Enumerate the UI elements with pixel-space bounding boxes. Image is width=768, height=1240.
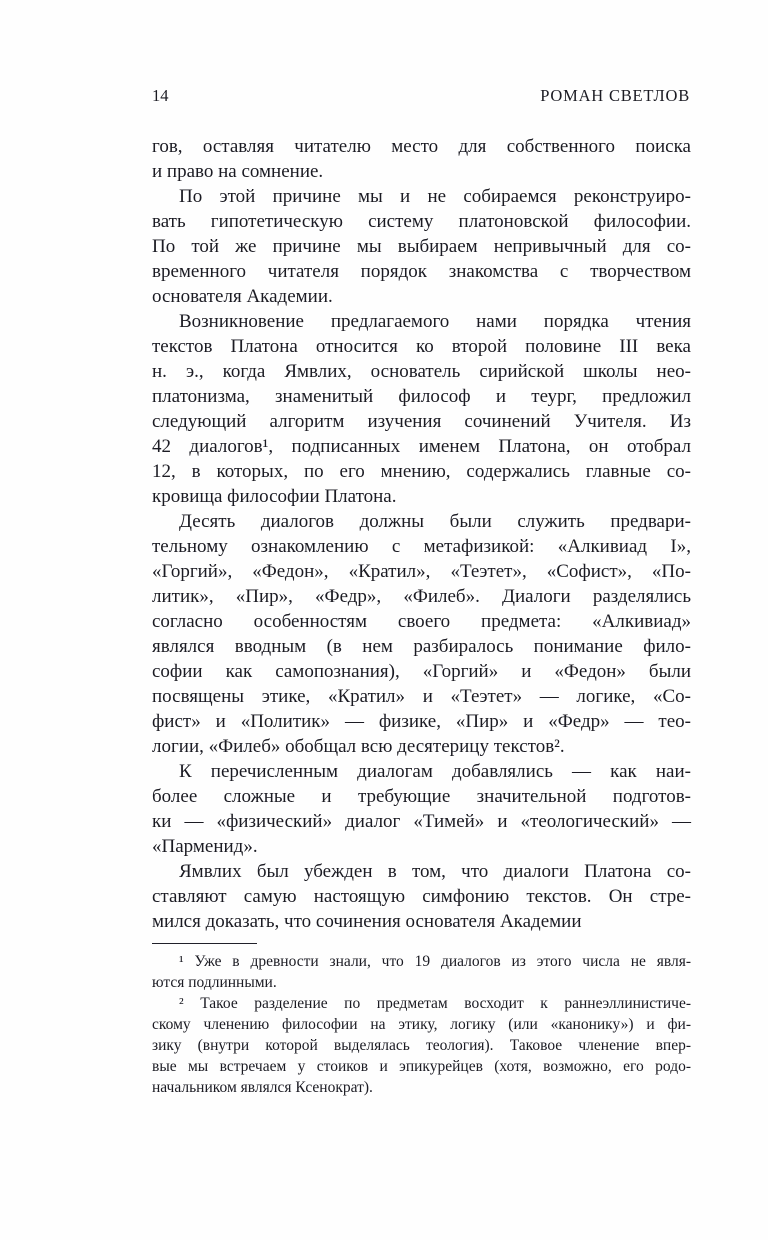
text-line: платонизма, знаменитый философ и теург, предложил — [152, 386, 691, 407]
text-line: и право на сомнение. — [152, 161, 324, 182]
page-number: 14 — [152, 86, 169, 105]
paragraph — [152, 309, 691, 509]
paragraph — [152, 859, 691, 934]
running-header: РОМАН СВЕТЛОВ — [540, 86, 690, 105]
text-line: являлся вводным (в нем разбиралось понимание фило- — [152, 636, 691, 657]
text-line: Ямвлих был убежден в том, что диалоги Платона со- — [179, 861, 691, 882]
text-line: вые мы встречаем у стоиков и эпикурейцев (хотя, возможно, его родо- — [152, 1058, 691, 1075]
text-line: софии как самопознания), «Горгий» и «Федон» были — [152, 661, 691, 682]
footnote — [152, 951, 691, 993]
text-line: По этой причине мы и не собираемся реконструиро- — [179, 186, 691, 207]
text-line: текстов Платона относится ко второй половине III века — [152, 336, 691, 357]
text-line: ставляют самую настоящую симфонию текстов. Он стре- — [152, 886, 691, 907]
text-line: «Горгий», «Федон», «Кратил», «Теэтет», «Софист», «По- — [152, 561, 691, 582]
text-line: ² Такое разделение по предметам восходит к раннеэллинистиче- — [179, 995, 691, 1012]
text-line: гов, оставляя читателю место для собственного поиска — [152, 136, 691, 157]
text-line: вать гипотетическую систему платоновской философии. — [152, 211, 691, 232]
text-line: начальником являлся Ксенократ). — [152, 1079, 373, 1096]
text-line: основателя Академии. — [152, 286, 333, 307]
text-line: ¹ Уже в древности знали, что 19 диалогов из этого числа не явля- — [179, 953, 691, 970]
text-line: Десять диалогов должны были служить предвари- — [179, 511, 691, 532]
text-line: тельному ознакомлению с метафизикой: «Алкивиад I», — [152, 536, 691, 557]
text-line: Возникновение предлагаемого нами порядка чтения — [179, 311, 691, 332]
text-line: «Парменид». — [152, 836, 258, 857]
text-line: 42 диалогов¹, подписанных именем Платона, он отобрал — [152, 436, 691, 457]
text-line: мился доказать, что сочинения основателя Академии — [152, 911, 582, 932]
paragraph — [152, 509, 691, 759]
paragraph — [152, 184, 691, 309]
text-line: согласно особенностям своего предмета: «Алкивиад» — [152, 611, 691, 632]
text-line: К перечисленным диалогам добавлялись — как наи- — [179, 761, 691, 782]
text-line: н. э., когда Ямвлих, основатель сирийской школы нео- — [152, 361, 691, 382]
body-text — [152, 134, 691, 934]
footnotes — [152, 951, 691, 1098]
text-line: логии, «Филеб» обобщал всю десятерицу текстов². — [152, 736, 565, 757]
text-line: По той же причине мы выбираем непривычный для со- — [152, 236, 691, 257]
text-line: временного читателя порядок знакомства с творчеством — [152, 261, 691, 282]
footnote-separator — [152, 943, 257, 944]
page-header — [152, 86, 690, 106]
text-line: более сложные и требующие значительной подготов- — [152, 786, 691, 807]
text-line: фист» и «Политик» — физике, «Пир» и «Федр» — тео- — [152, 711, 691, 732]
text-line: литик», «Пир», «Федр», «Филеб». Диалоги разделялись — [152, 586, 691, 607]
text-line: 12, в которых, по его мнению, содержались главные со- — [152, 461, 691, 482]
text-line: следующий алгоритм изучения сочинений Учителя. Из — [152, 411, 691, 432]
text-line: посвящены этике, «Кратил» и «Теэтет» — логике, «Со- — [152, 686, 691, 707]
text-line: скому членению философии на этику, логику (или «канонику») и фи- — [152, 1016, 691, 1033]
text-line: ются подлинными. — [152, 974, 277, 991]
text-line: зику (внутри которой выделялась теология). Таковое членение впер- — [152, 1037, 691, 1054]
paragraph — [152, 134, 691, 184]
footnote — [152, 993, 691, 1098]
text-line: ки — «физический» диалог «Тимей» и «теологический» — — [152, 811, 691, 832]
paragraph — [152, 759, 691, 859]
text-line: кровища философии Платона. — [152, 486, 397, 507]
